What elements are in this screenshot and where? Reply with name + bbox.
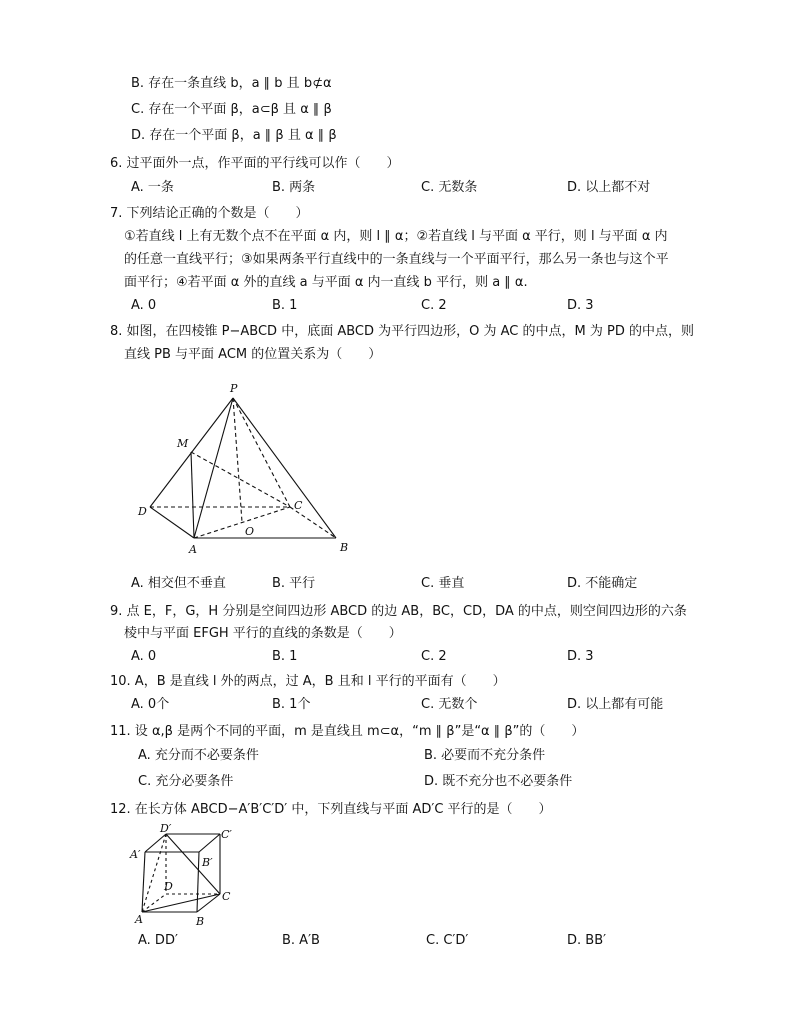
q9-stem: 9. 点 E，F，G，H 分别是空间四边形 ABCD 的边 AB，BC，CD，DA 的中点，则空间四边形的六条 — [110, 604, 687, 619]
q10-option-b: B. 1个 — [272, 697, 311, 712]
label-c-cube: C — [222, 890, 231, 903]
q7-stem-line-1: ①若直线 l 上有无数个点不在平面 α 内，则 l ∥ α；②若直线 l 与平面 α 平行，则 l 与平面 α 内 — [124, 229, 668, 244]
q10-option-d: D. 以上都有可能 — [567, 697, 664, 712]
label-b: B — [340, 541, 349, 554]
q7-option-c: C. 2 — [421, 298, 447, 313]
q8-option-b: B. 平行 — [272, 576, 316, 591]
q6-option-d: D. 以上都不对 — [567, 180, 651, 195]
prev-option-d: D. 存在一个平面 β，a ∥ β 且 α ∥ β — [131, 128, 337, 143]
q12-option-a: A. DD′ — [138, 933, 178, 948]
q8-option-a: A. 相交但不垂直 — [131, 576, 226, 591]
q7-option-d: D. 3 — [567, 298, 594, 313]
q8-option-c: C. 垂直 — [421, 576, 465, 591]
label-o: O — [245, 525, 255, 538]
label-dp: D′ — [160, 822, 172, 835]
q11-option-d: D. 既不充分也不必要条件 — [424, 774, 573, 789]
label-a: A — [189, 543, 197, 556]
prev-option-c: C. 存在一个平面 β，a⊂β 且 α ∥ β — [131, 102, 332, 117]
q6-option-c: C. 无数条 — [421, 180, 478, 195]
label-p: P — [230, 382, 238, 395]
q12-option-c: C. C′D′ — [426, 933, 469, 948]
label-m: M — [177, 437, 189, 450]
q6-stem: 6. 过平面外一点，作平面的平行线可以作（ ） — [110, 156, 400, 171]
label-ap: A′ — [130, 848, 141, 861]
label-c: C — [294, 499, 303, 512]
label-cp: C′ — [221, 828, 232, 841]
label-a-cube: A — [135, 913, 143, 926]
label-b-cube: B — [196, 915, 205, 928]
q6-option-b: B. 两条 — [272, 180, 316, 195]
q7-stem-line-3: 面平行；④若平面 α 外的直线 a 与平面 α 内一直线 b 平行，则 a ∥ α. — [124, 275, 528, 290]
q12-option-b: B. A′B — [282, 933, 320, 948]
label-d-cube: D — [164, 880, 173, 893]
q10-option-a: A. 0个 — [131, 697, 170, 712]
label-d: D — [138, 505, 147, 518]
q12-option-d: D. BB′ — [567, 933, 607, 948]
q7-option-a: A. 0 — [131, 298, 157, 313]
q10-option-c: C. 无数个 — [421, 697, 478, 712]
q9-option-a: A. 0 — [131, 649, 157, 664]
q7-stem-line-2: 的任意一直线平行；③如果两条平行直线中的一条直线与一个平面平行，那么另一条也与这个平 — [124, 252, 669, 267]
q11-option-a: A. 充分而不必要条件 — [138, 748, 259, 763]
q11-option-c: C. 充分必要条件 — [138, 774, 234, 789]
q9-option-d: D. 3 — [567, 649, 594, 664]
label-bp: B′ — [202, 856, 213, 869]
prev-option-b: B. 存在一条直线 b，a ∥ b 且 b⊄α — [131, 76, 332, 91]
q6-option-a: A. 一条 — [131, 180, 174, 195]
q9-option-c: C. 2 — [421, 649, 447, 664]
q11-stem: 11. 设 α,β 是两个不同的平面，m 是直线且 m⊂α，“m ∥ β”是“α ∥ β”的（ ） — [110, 724, 585, 739]
q9-option-b: B. 1 — [272, 649, 298, 664]
q9-stem-line-1: 棱中与平面 EFGH 平行的直线的条数是（ ） — [124, 626, 402, 641]
q7-option-b: B. 1 — [272, 298, 298, 313]
q7-stem: 7. 下列结论正确的个数是（ ） — [110, 206, 309, 221]
q11-option-b: B. 必要而不充分条件 — [424, 748, 546, 763]
q12-stem: 12. 在长方体 ABCD−A′B′C′D′ 中，下列直线与平面 AD′C 平行的是（ ） — [110, 802, 552, 817]
q8-stem: 8. 如图，在四棱锥 P−ABCD 中，底面 ABCD 为平行四边形，O 为 AC 的中点，M 为 PD 的中点，则 — [110, 324, 694, 339]
q8-stem-line-1: 直线 PB 与平面 ACM 的位置关系为（ ） — [124, 347, 382, 362]
q8-option-d: D. 不能确定 — [567, 576, 638, 591]
q10-stem: 10. A，B 是直线 l 外的两点，过 A，B 且和 l 平行的平面有（ ） — [110, 674, 506, 689]
